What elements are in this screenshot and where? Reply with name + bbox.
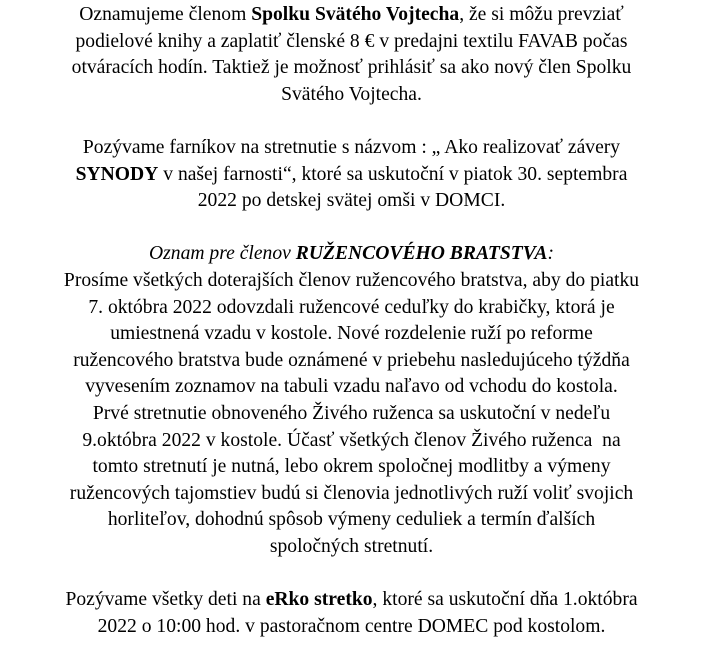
p3-body [0, 268, 703, 561]
p2-bold-synody: SYNODY [75, 163, 159, 185]
announcement-erko [0, 587, 703, 640]
p1-line-4: Svätého Vojtecha. [281, 83, 422, 105]
p3-body-line: umiestnená vzadu v kostole. Nové rozdelenie ruží po reforme [110, 323, 593, 345]
p3-body-line: Prosíme všetkých doterajších členov ružencového bratstva, aby do piatku [63, 269, 640, 291]
p3-body-line: spoločných stretnutí. [269, 535, 434, 557]
p3-body-line: 9.októbra 2022 v kostole. Účasť všetkých členov Živého ruženca na [82, 429, 621, 451]
p3-body-line: tomto stretnutí je nutná, lebo okrem spoločnej modlitby a výmeny [92, 456, 611, 478]
p4-line-1: Pozývame všetky deti na eRko stretko, ktoré sa uskutoční dňa 1.októbra [65, 589, 638, 611]
p1-line-3: otváracích hodín. Taktiež je možnosť prihlásiť sa ako nový člen Spolku [71, 57, 632, 79]
p3-body-line: vyvesením zoznamov na tabuli vzadu naľavo od vchodu do kostola. [85, 376, 618, 398]
spacer [0, 108, 703, 135]
p1-line-2: podielové knihy a zaplatiť členské 8 € v predajni textilu FAVAB počas [75, 30, 628, 52]
p3-body-line: ružencových tajomstiev budú si členovia jednotlivých ruží voliť svojich [69, 482, 634, 504]
spacer [0, 560, 703, 587]
p1-bold-spolok: Spolku Svätého Vojtecha [251, 4, 460, 25]
p1-text-c-1: , že si môžu prevziať [459, 4, 624, 25]
announcement-synoda [0, 135, 703, 215]
p3-heading: Oznam pre členov RUŽENCOVÉHO BRATSTVA: [149, 243, 554, 265]
p3-body-line: 7. októbra 2022 odovzdali ružencové ceduľky do krabičky, ktorá je [88, 296, 615, 318]
p2-line-1: Pozývame farníkov na stretnutie s názvom : „ Ako realizovať závery [82, 136, 621, 158]
spacer [0, 215, 703, 242]
p3-body-line: ružencového bratstva bude oznámené v priebehu nasledujúceho týždňa [73, 349, 630, 371]
p2-line-3: 2022 po detskej svätej omši v DOMCI. [197, 190, 506, 212]
announcement-spolok [0, 2, 703, 108]
p3-body-line: horliteľov, dohodnú spôsob výmeny ceduliek a termín ďalších [107, 509, 596, 531]
p1-text-a: Oznamujeme členom [79, 4, 252, 25]
p3-body-line: Prvé stretnutie obnoveného Živého ruženca sa uskutoční v nedeľu [92, 402, 611, 424]
p4-line-2: 2022 o 10:00 hod. v pastoračnom centre DOMEC pod kostolom. [97, 615, 606, 637]
p3-bold-bratstvo: RUŽENCOVÉHO BRATSTVA [295, 243, 548, 265]
p2-line-2: SYNODY v našej farnosti“, ktoré sa uskutoční v piatok 30. septembra [75, 163, 628, 185]
announcement-ruzenec [0, 241, 703, 560]
p4-bold-erko: eRko stretko [265, 589, 373, 611]
